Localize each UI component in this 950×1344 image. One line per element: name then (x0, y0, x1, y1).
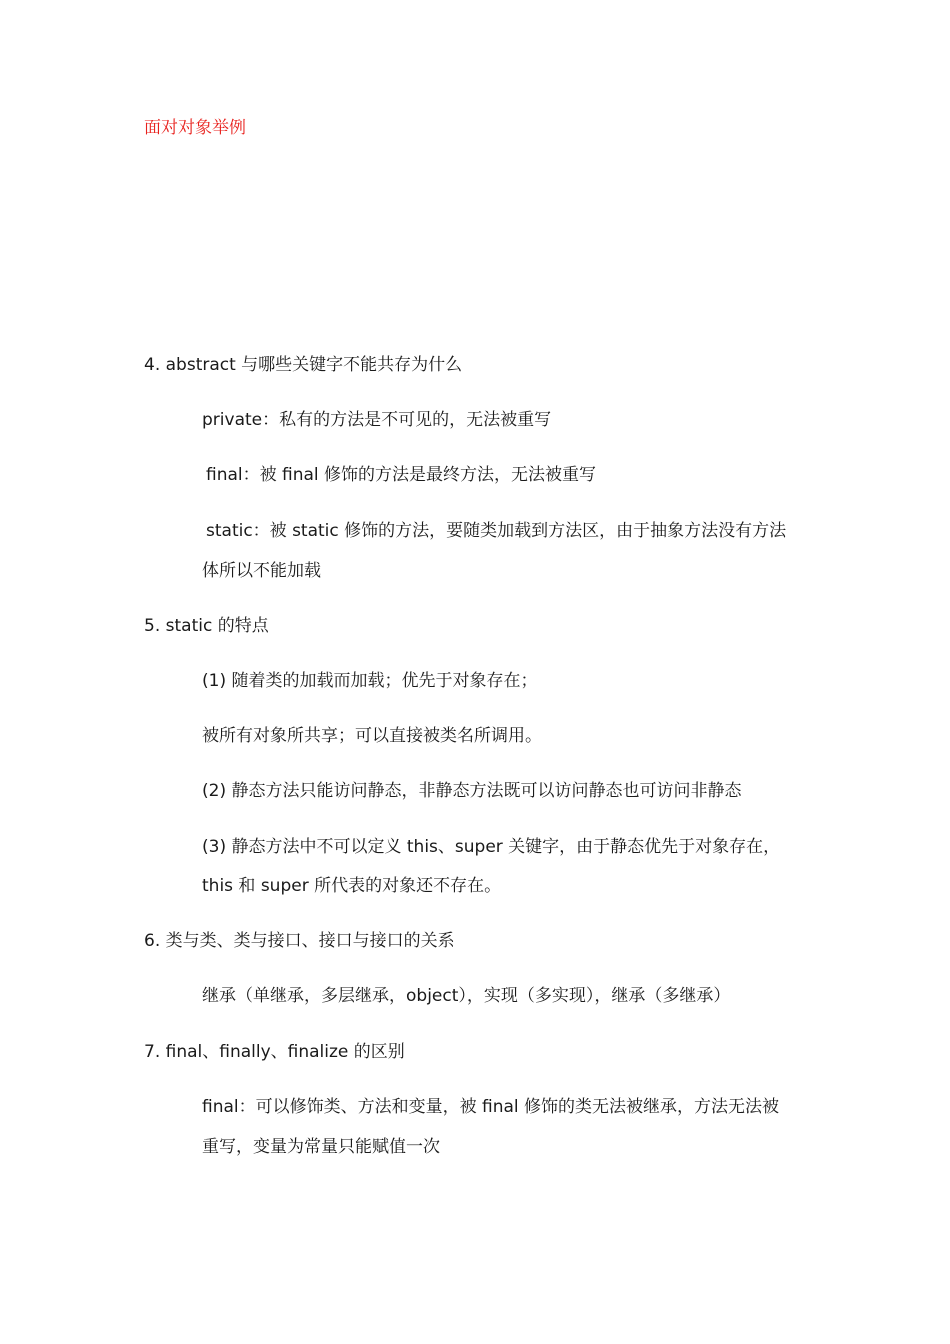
paragraph-line: (1) 随着类的加载而加载；优先于对象存在； (202, 671, 538, 691)
section-heading-6: 6. 类与类、类与接口、接口与接口的关系 (144, 931, 455, 951)
paragraph-line: 继承（单继承，多层继承，object），实现（多实现），继承（多继承） (202, 986, 731, 1006)
section-heading-5: 5. static 的特点 (144, 616, 269, 636)
paragraph-line: (2) 静态方法只能访问静态，非静态方法既可以访问静态也可访问非静态 (202, 781, 742, 801)
section-heading-4: 4. abstract 与哪些关键字不能共存为什么 (144, 355, 463, 375)
section-heading-7: 7. final、finally、finalize 的区别 (144, 1042, 405, 1062)
paragraph-line: this 和 super 所代表的对象还不存在。 (202, 876, 502, 896)
paragraph-line: (3) 静态方法中不可以定义 this、super 关键字，由于静态优先于对象存在， (202, 837, 781, 857)
paragraph-line: 体所以不能加载 (202, 561, 321, 581)
paragraph-line: static：被 static 修饰的方法，要随类加载到方法区，由于抽象方法没有方法 (206, 521, 787, 541)
paragraph-line: final：被 final 修饰的方法是最终方法，无法被重写 (206, 465, 597, 485)
paragraph-line: final：可以修饰类、方法和变量，被 final 修饰的类无法被继承，方法无法被 (202, 1097, 780, 1117)
paragraph-line: private：私有的方法是不可见的，无法被重写 (202, 410, 552, 430)
paragraph-line: 被所有对象所共享；可以直接被类名所调用。 (202, 726, 542, 746)
paragraph-line: 重写，变量为常量只能赋值一次 (202, 1137, 440, 1157)
page-title: 面对对象举例 (144, 118, 246, 138)
